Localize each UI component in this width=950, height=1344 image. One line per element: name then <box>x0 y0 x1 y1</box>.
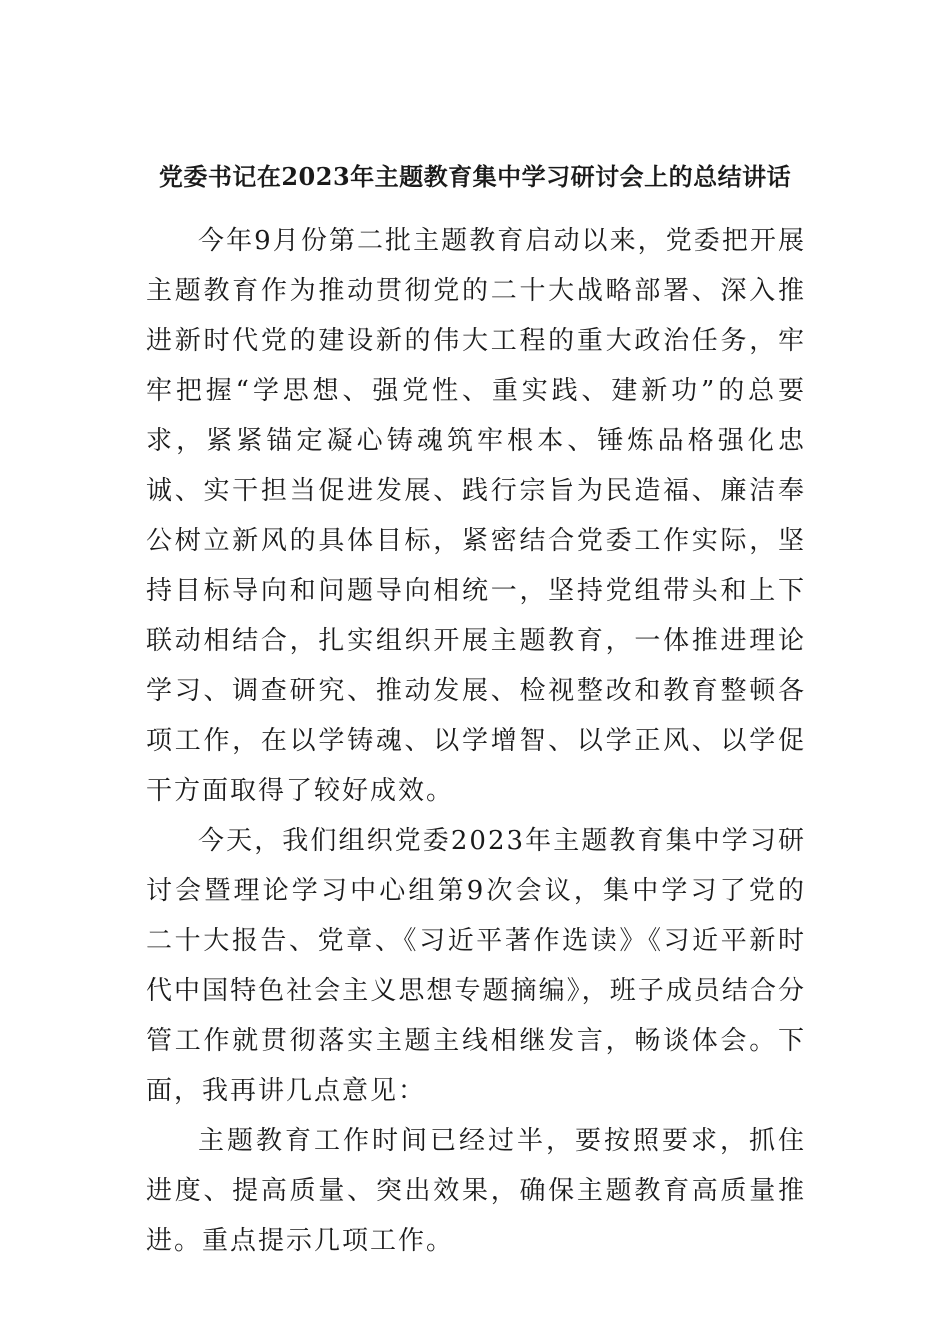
paragraph-meeting: 今天，我们组织党委2023年主题教育集中学习研讨会暨理论学习中心组第9次会议，集中学习了党的二十大报告、党章、《习近平著作选读》《习近平新时代中国特色社会主义思想专题摘编》，班子成员结合分管工作就贯彻落实主题主线相继发言，畅谈体会。下面，我再讲几点意见： <box>146 826 806 1106</box>
document-title: 党委书记在2023年主题教育集中学习研讨会上的总结讲话 <box>158 162 792 191</box>
paragraph-requirements: 主题教育工作时间已经过半，要按照要求，抓住进度、提高质量、突出效果，确保主题教育高质量推进。重点提示几项工作。 <box>146 1126 806 1256</box>
paragraph-intro: 今年9月份第二批主题教育启动以来，党委把开展主题教育作为推动贯彻党的二十大战略部署、深入推进新时代党的建设新的伟大工程的重大政治任务，牢牢把握“学思想、强党性、重实践、建新功”的总要求，紧紧锚定凝心铸魂筑牢根本、锤炼品格强化忠诚、实干担当促进发展、践行宗旨为民造福、廉洁奉公树立新风的具体目标，紧密结合党委工作实际，坚持目标导向和问题导向相统一，坚持党组带头和上下联动相结合，扎实组织开展主题教育，一体推进理论学习、调查研究、推动发展、检视整改和教育整顿各项工作，在以学铸魂、以学增智、以学正风、以学促干方面取得了较好成效。 <box>146 226 806 806</box>
document-body <box>146 216 806 1266</box>
